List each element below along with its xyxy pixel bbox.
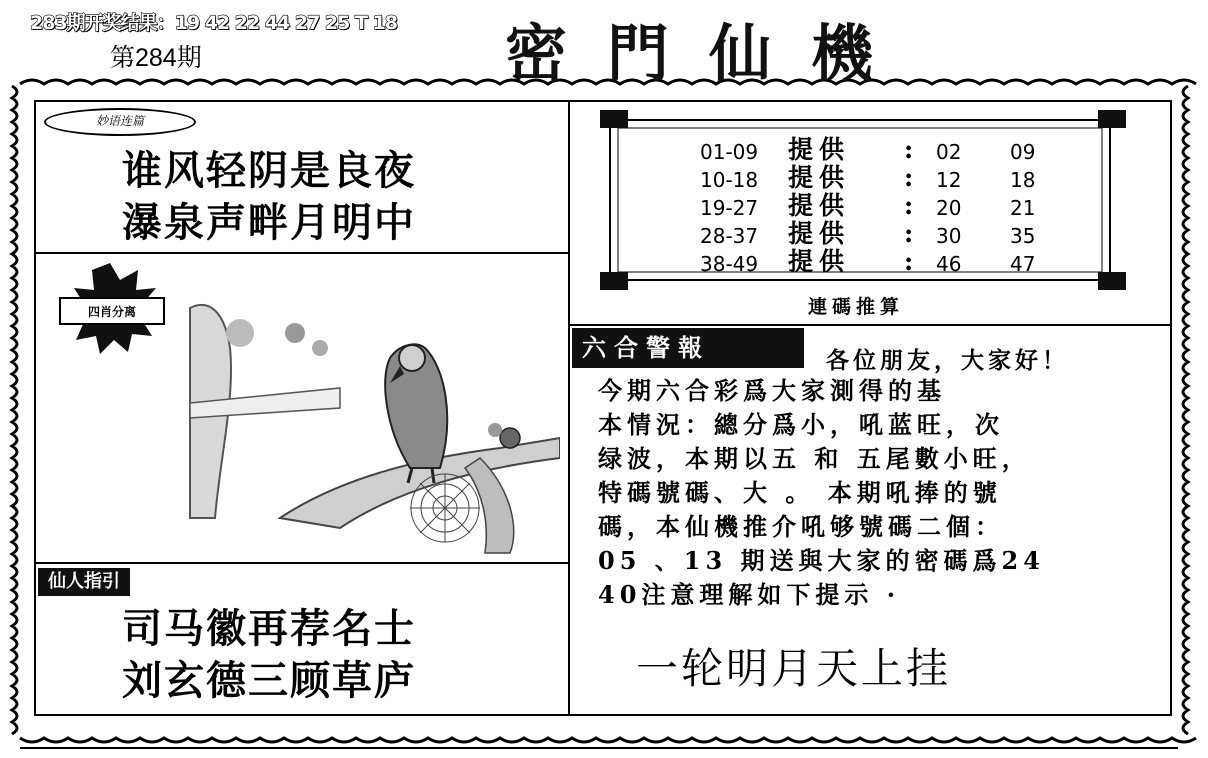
badge-label: 四肖分离 <box>87 305 137 319</box>
alert-line: 今期六合彩爲大家測得的基 <box>598 376 946 405</box>
alert-paragraph <box>598 374 1158 612</box>
number-table <box>700 135 1080 278</box>
bird-illustration <box>40 258 560 558</box>
table-row <box>700 191 1080 222</box>
range-cell: 01-09 <box>700 140 759 164</box>
provide-label: 提供 <box>788 135 851 164</box>
value-a: 20 <box>936 196 962 220</box>
value-b: 35 <box>1010 224 1036 248</box>
value-b: 09 <box>1010 140 1036 164</box>
alert-line: 特碼號碼、大 。 本期吼捧的號 <box>598 478 1002 507</box>
colon: : <box>904 191 920 220</box>
value-a: 12 <box>936 168 962 192</box>
value-b: 47 <box>1010 252 1036 276</box>
guidance-line-2: 刘玄德三顾草庐 <box>122 657 416 704</box>
table-row <box>700 247 1080 278</box>
alert-line: 05 、13 期送與大家的密碼爲24 <box>598 546 1045 575</box>
provide-label: 提供 <box>788 163 851 192</box>
alert-line: 碼，本仙機推介吼够號碼二個： <box>598 512 1004 541</box>
table-row <box>700 135 1080 166</box>
value-b: 18 <box>1010 168 1036 192</box>
range-cell: 38-49 <box>700 252 759 276</box>
value-a: 02 <box>936 140 962 164</box>
alert-line: 绿波，本期以五 和 五尾數小旺， <box>598 444 1031 473</box>
issue-number: 第284期 <box>110 44 202 72</box>
alert-greeting: 各位朋友，大家好！ <box>826 347 1069 374</box>
value-a: 46 <box>936 252 962 276</box>
provide-label: 提供 <box>788 247 851 276</box>
section-tag-oval: 妙语连篇 <box>44 108 196 136</box>
poem-line-1: 谁风轻阴是良夜 <box>122 147 416 194</box>
range-cell: 19-27 <box>700 196 759 220</box>
hint-line: 一轮明月天上挂 <box>636 644 952 693</box>
poem-line-2: 瀑泉声畔月明中 <box>122 199 416 246</box>
colon: : <box>904 163 920 192</box>
table-caption: 連碼推算 <box>808 296 905 318</box>
section-tag-guidance: 仙人指引 <box>38 568 130 596</box>
table-row <box>700 219 1080 250</box>
provide-label: 提供 <box>788 219 851 248</box>
alert-tag: 六合警報 <box>572 328 804 368</box>
provide-label: 提供 <box>788 191 851 220</box>
value-b: 21 <box>1010 196 1036 220</box>
page-title: 密門仙機 <box>505 17 914 90</box>
colon: : <box>904 247 920 276</box>
value-a: 30 <box>936 224 962 248</box>
guidance-line-1: 司马徽再荐名士 <box>122 605 416 652</box>
alert-line: 本情況：總分爲小，吼蓝旺，次 <box>598 410 1004 439</box>
colon: : <box>904 219 920 248</box>
colon: : <box>904 135 920 164</box>
alert-line: 40注意理解如下提示 · <box>598 580 901 609</box>
range-cell: 10-18 <box>700 168 759 192</box>
table-row <box>700 163 1080 194</box>
range-cell: 28-37 <box>700 224 759 248</box>
previous-draw-result: 283期开奖结果：19 42 22 44 27 25 T 18 <box>30 12 398 34</box>
